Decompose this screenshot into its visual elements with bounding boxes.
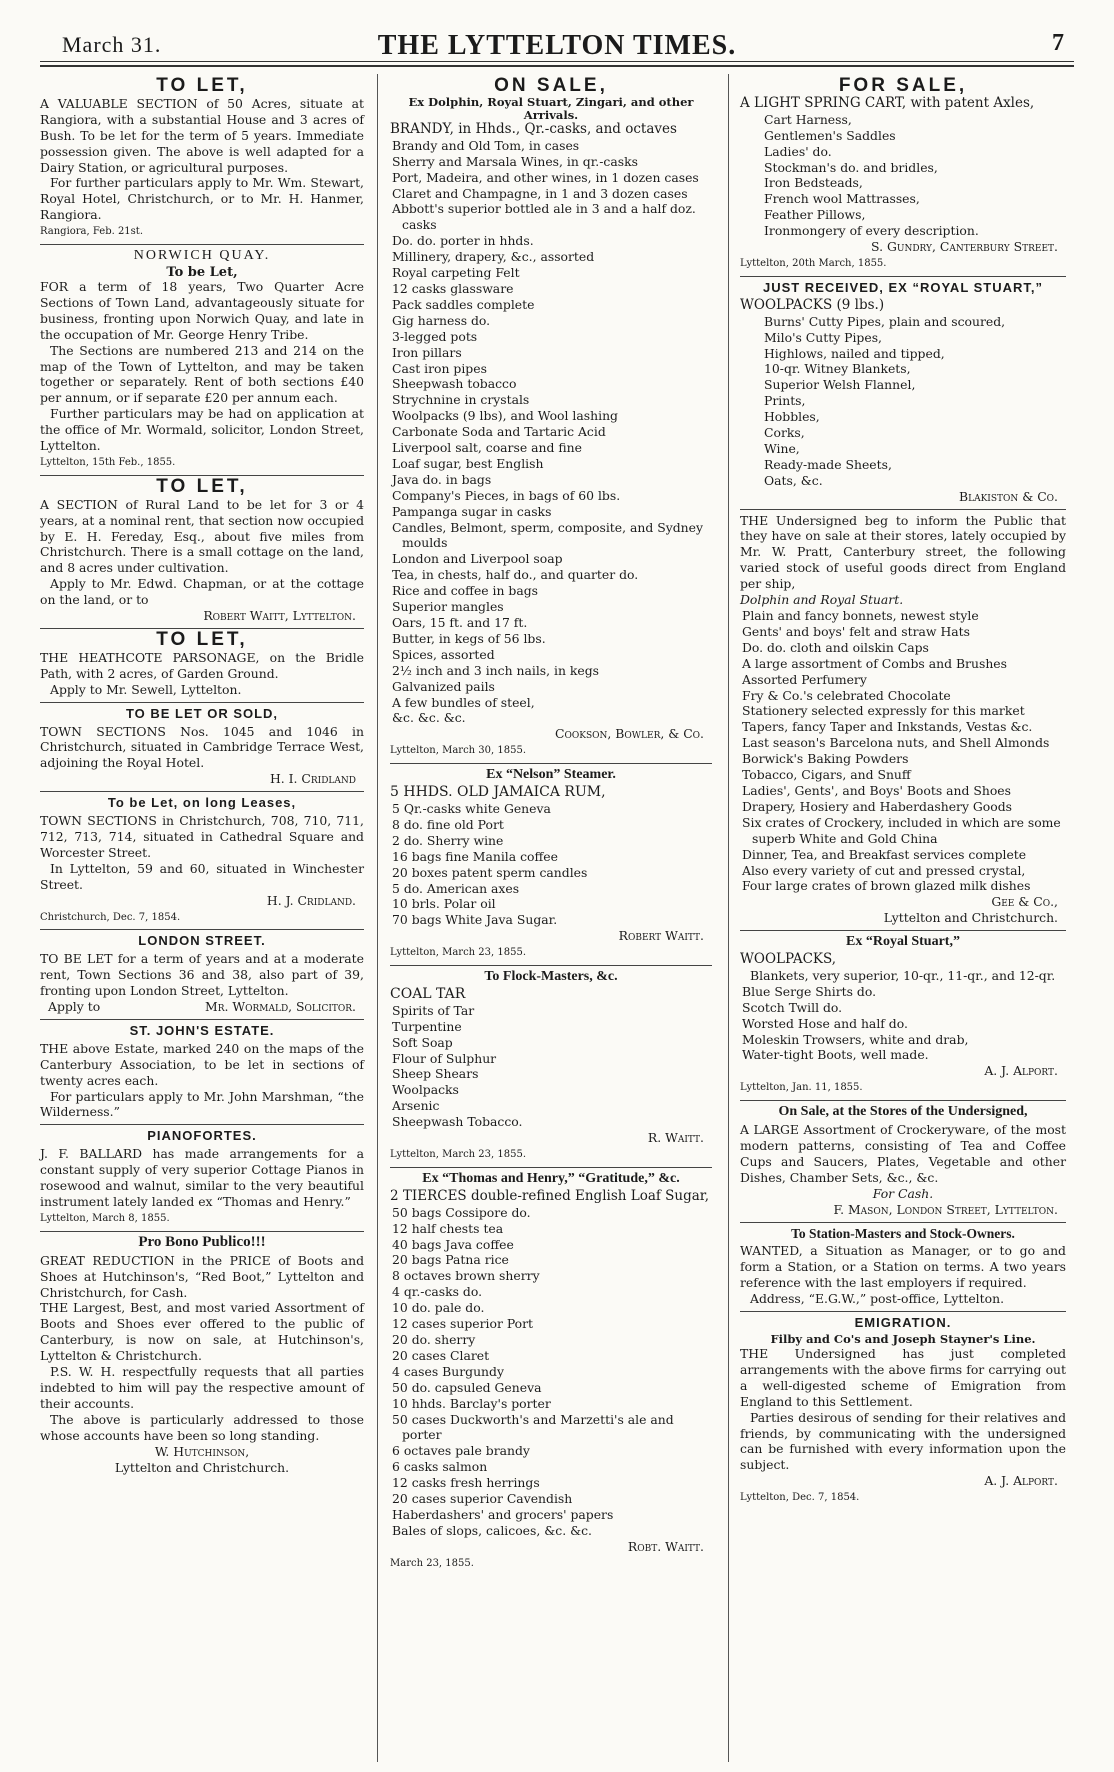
ad-body: Address, “E.G.W.,” post-office, Lyttelton.: [750, 1291, 1005, 1307]
ad-heading: TO BE LET OR SOLD,: [125, 705, 279, 721]
list-item: Arsenic: [392, 1098, 440, 1114]
ad-lead: A LIGHT SPRING CART, with patent Axles,: [740, 94, 1035, 111]
ad-body: FOR a term of 18 years, Two Quarter Acre Sections of Town Land, advantageously situate for business, fronting upon Norwich Quay, and late in the occupation of Mr. George Henry Tribe.: [40, 278, 364, 342]
list-item: Galvanized pails: [392, 678, 495, 694]
list-item: 20 boxes patent sperm candles: [392, 864, 588, 880]
ad-heading: To be Let, on long Leases,: [107, 795, 297, 811]
list-item: Cast iron pipes: [392, 360, 487, 376]
ad-terms: For Cash.: [872, 1185, 934, 1201]
list-item: Stockman's do. and bridles,: [764, 159, 938, 175]
column-3: [740, 76, 1066, 1509]
top-rule-thick: [40, 65, 1074, 67]
list-item: 10 hhds. Barclay's porter: [392, 1395, 551, 1411]
ad-heading: Ex “Thomas and Henry,” “Gratitude,” &c.: [422, 1170, 680, 1186]
ad-lead: BRANDY, in Hhds., Qr.-casks, and octaves: [390, 120, 677, 137]
ad-signature: Mr. Wormald, Solicitor.: [205, 999, 356, 1015]
list-item: Candles, Belmont, sperm, composite, and Sydney moulds: [392, 519, 703, 551]
item-list: [390, 801, 712, 928]
column-divider: [377, 74, 378, 1762]
ad-signature: F. Mason, London Street, Lyttelton.: [833, 1201, 1058, 1217]
ad-town-sections-sale: [40, 706, 364, 788]
ad-signature: H. J. Cridland.: [266, 892, 356, 908]
list-item: 20 bags Patna rice: [392, 1252, 509, 1268]
issue-date: March 31.: [62, 32, 162, 57]
list-item: Woolpacks (9 lbs), and Wool lashing: [392, 408, 618, 424]
list-item: Tapers, fancy Taper and Inkstands, Vestas &c.: [742, 719, 1033, 735]
ad-date: Lyttelton, March 23, 1855.: [390, 947, 527, 959]
ad-body: J. F. BALLARD has made arrangements for a constant supply of very superior Cottage Pianos in rosewood and walnut, similar to the very beautiful instrument lately landed ex “Thomas and Henry.”: [40, 1146, 364, 1209]
list-item: Soft Soap: [392, 1034, 453, 1050]
ad-divider: [40, 702, 364, 703]
ad-divider: [40, 1231, 364, 1232]
page-number: 7: [1052, 30, 1064, 56]
list-item: Millinery, drapery, &c., assorted: [392, 249, 595, 265]
ad-body: GREAT REDUCTION in the PRICE of Boots and Shoes at Hutchinson's, “Red Boot,” Lyttelton and Christchurch, for Cash.: [40, 1252, 364, 1300]
list-item: Blue Serge Shirts do.: [742, 983, 877, 999]
ad-heading: Pro Bono Publico!!!: [138, 1233, 266, 1250]
ad-divider: [40, 791, 364, 792]
ad-body: Parties desirous of sending for their relatives and friends, by communicating with the undersigned can be furnished with every information upon the subject.: [740, 1409, 1066, 1473]
list-item: Six crates of Crockery, included in which are some superb White and Gold China: [742, 814, 1061, 846]
ad-heading: Ex “Royal Stuart,”: [846, 934, 960, 950]
ad-heading: ST. JOHN'S ESTATE.: [129, 1022, 275, 1038]
list-item: 10-qr. Witney Blankets,: [764, 361, 911, 377]
ad-body: TOWN SECTIONS Nos. 1045 and 1046 in Christchurch, situated in Cambridge Terrace West, adjoining the Royal Hotel.: [40, 723, 364, 771]
list-item: Ready-made Sheets,: [764, 456, 892, 472]
ad-lead: WOOLPACKS (9 lbs.): [740, 296, 885, 313]
ad-divider: [390, 763, 712, 764]
list-item: &c. &c. &c.: [392, 710, 466, 726]
ad-date: March 23, 1855.: [390, 1557, 474, 1569]
ad-lead: WOOLPACKS,: [740, 951, 837, 968]
ad-body: In Lyttelton, 59 and 60, situated in Winchester Street.: [40, 860, 364, 892]
list-item: Do. do. cloth and oilskin Caps: [742, 639, 929, 655]
list-item: Highlows, nailed and tipped,: [764, 345, 945, 361]
ad-divider: [390, 1167, 712, 1168]
list-item: Wine,: [764, 440, 800, 456]
list-item: Sheepwash tobacco: [392, 376, 517, 392]
list-item: 12 cases superior Port: [392, 1316, 534, 1332]
list-item: Superior mangles: [392, 599, 504, 615]
ad-heading: EMIGRATION.: [854, 1315, 952, 1331]
item-list: [390, 1205, 712, 1539]
list-item: Ladies', Gents', and Boys' Boots and Shoes: [742, 782, 1011, 798]
ad-body: The Sections are numbered 213 and 214 on the map of the Town of Lyttelton, and may be taken together or separately. Rent of both sections £40 per annum, or if separate £20 per annum each.: [40, 342, 364, 406]
list-item: Pampanga sugar in casks: [392, 503, 552, 519]
list-item: French wool Mattrasses,: [764, 191, 920, 207]
ad-divider: [40, 929, 364, 930]
list-item: 12 half chests tea: [392, 1220, 504, 1236]
ad-heading: TO LET,: [156, 475, 248, 497]
list-item: Royal carpeting Felt: [392, 265, 520, 281]
top-rule: [40, 61, 1074, 62]
list-item: Gig harness do.: [392, 312, 491, 328]
list-item: Abbott's superior bottled ale in 3 and a half doz. casks: [392, 201, 696, 233]
list-item: Hobbles,: [764, 409, 820, 425]
ad-signature: R. Waitt.: [647, 1130, 704, 1146]
list-item: Superior Welsh Flannel,: [764, 377, 916, 393]
list-item: 50 cases Duckworth's and Marzetti's ale and porter: [392, 1411, 674, 1443]
list-item: Carbonate Soda and Tartaric Acid: [392, 424, 606, 440]
list-item: Corks,: [764, 425, 805, 441]
list-item: A few bundles of steel,: [392, 694, 535, 710]
ad-heading: LONDON STREET.: [138, 933, 266, 949]
ad-signature: Cookson, Bowler, & Co.: [555, 726, 704, 742]
ad-to-let-rural: [40, 475, 364, 624]
list-item: Do. do. porter in hhds.: [392, 233, 534, 249]
ad-signature: H. I. Cridland: [269, 771, 356, 787]
column-2: [390, 76, 712, 1575]
list-item: Dinner, Tea, and Breakfast services complete: [742, 846, 1027, 862]
list-item: Oars, 15 ft. and 17 ft.: [392, 615, 528, 630]
ad-divider: [740, 509, 1066, 510]
ad-date: Christchurch, Dec. 7, 1854.: [40, 911, 181, 923]
list-item: 20 do. sherry: [392, 1331, 476, 1347]
list-item: Borwick's Baking Powders: [742, 751, 909, 767]
list-item: Gentlemen's Saddles: [764, 127, 896, 143]
list-item: 5 Qr.-casks white Geneva: [392, 800, 551, 816]
list-item: 2½ inch and 3 inch nails, in kegs: [392, 662, 600, 678]
ad-divider: [740, 1311, 1066, 1312]
list-item: 40 bags Java coffee: [392, 1236, 514, 1252]
ad-london-street: [40, 933, 364, 1015]
ad-heading: TO LET,: [156, 629, 248, 650]
list-item: Spirits of Tar: [392, 1002, 475, 1018]
ad-lead: 2 TIERCES double-refined English Loaf Sugar,: [390, 1187, 710, 1204]
ad-body: Further particulars may be had on application at the office of Mr. Wormald, solicitor, London Street, Lyttelton.: [40, 406, 364, 454]
list-item: Stationery selected expressly for this market: [742, 703, 1025, 719]
list-item: Java do. in bags: [392, 471, 492, 487]
list-item: Worsted Hose and half do.: [742, 1015, 908, 1031]
ad-divider: [40, 1124, 364, 1125]
ad-royal-stuart-alport: [740, 934, 1066, 1096]
list-item: Loaf sugar, best English: [392, 455, 544, 471]
ad-body: THE Undersigned beg to inform the Public that they have on sale at their stores, lately occupied by Mr. W. Pratt, Canterbury street, the following varied stock of useful goods direct from England per ship,: [740, 512, 1066, 592]
ad-thomas-and-henry: [390, 1171, 712, 1572]
ad-body: Apply to Mr. Sewell, Lyttelton.: [50, 681, 242, 697]
ad-body: Apply to Mr. Edwd. Chapman, or at the cottage on the land, or to: [40, 576, 364, 608]
ad-heading: JUST RECEIVED, EX “ROYAL STUART,”: [762, 279, 1044, 295]
ad-divider: [740, 1100, 1066, 1101]
list-item: 5 do. American axes: [392, 880, 520, 896]
list-item: A large assortment of Combs and Brushes: [742, 655, 1007, 671]
ad-signature: Blakiston & Co.: [959, 488, 1058, 504]
ad-divider: [40, 244, 364, 245]
ad-date: Lyttelton, 20th March, 1855.: [740, 257, 887, 269]
list-item: Company's Pieces, in bags of 60 lbs.: [392, 487, 621, 503]
ad-date: Rangiora, Feb. 21st.: [40, 226, 144, 238]
list-item: Also every variety of cut and pressed crystal,: [742, 862, 1026, 878]
ad-body: A SECTION of Rural Land to be let for 3 or 4 years, at a nominal rent, that section now occupied by E. H. Fereday, Esq., about five miles from Christchurch. There is a small cottage on the land, and 8 acres under cultivation.: [40, 496, 364, 576]
list-item: Milo's Cutty Pipes,: [764, 329, 882, 345]
list-item: 6 casks salmon: [392, 1459, 488, 1475]
ad-apply-line: [40, 999, 364, 1015]
ad-body: For further particulars apply to Mr. Wm. Stewart, Royal Hotel, Christchurch, or to Mr. H. Hanmer, Rangiora.: [40, 175, 364, 223]
item-list: [740, 984, 1066, 1064]
ad-flock-masters: [390, 969, 712, 1163]
list-item: Iron Bedsteads,: [764, 175, 863, 191]
ad-royal-stuart-blakiston: [740, 280, 1066, 505]
ad-body: Apply to: [48, 999, 101, 1015]
ad-signature: A. J. Alport.: [984, 1063, 1058, 1079]
newspaper-title: THE LYTTELTON TIMES.: [377, 30, 737, 61]
list-item: 70 bags White Java Sugar.: [392, 912, 558, 928]
ad-signature: Gee & Co.,: [991, 894, 1058, 910]
list-item: Water-tight Boots, well made.: [742, 1047, 929, 1063]
list-item: Assorted Perfumery: [742, 671, 867, 687]
list-item: Haberdashers' and grocers' papers: [392, 1506, 614, 1522]
list-item: 8 do. fine old Port: [392, 816, 504, 832]
ad-heading: FOR SALE,: [838, 75, 968, 96]
ad-heading: ON SALE,: [494, 75, 608, 96]
ad-heading: To Station-Masters and Stock-Owners.: [791, 1225, 1015, 1241]
list-item: Last season's Barcelona nuts, and Shell Almonds: [742, 735, 1050, 751]
list-item: Cart Harness,: [764, 111, 852, 127]
list-item: 8 octaves brown sherry: [392, 1268, 540, 1284]
list-item: Woolpacks: [392, 1082, 459, 1098]
ad-signature: Robert Waitt.: [618, 928, 704, 944]
ad-subheading: To be Let,: [166, 264, 238, 280]
ad-signature: S. Gundry, Canterbury Street.: [871, 239, 1058, 255]
ad-crockery-mason: [740, 1104, 1066, 1217]
ad-body: P.S. W. H. respectfully requests that all parties indebted to him will pay the respective amount of their accounts.: [40, 1364, 364, 1411]
list-item: 20 cases Claret: [392, 1347, 490, 1363]
list-item: London and Liverpool soap: [392, 551, 563, 567]
ad-pianofortes: [40, 1128, 364, 1226]
list-item: Four large crates of brown glazed milk dishes: [742, 878, 1031, 894]
list-item: Prints,: [764, 393, 806, 409]
ad-nelson-steamer: [390, 767, 712, 961]
ad-station-manager: [740, 1226, 1066, 1308]
ad-heading: On Sale, at the Stores of the Undersigned,: [778, 1104, 1028, 1120]
ad-on-sale-cookson: [390, 75, 712, 759]
ad-body: TO BE LET for a term of years and at a moderate rent, Town Sections 36 and 38, also part of 39, fronting upon London Street, Lyttelton.: [40, 951, 364, 999]
list-item: Ironmongery of every description.: [764, 223, 979, 239]
list-item: Butter, in kegs of 56 lbs.: [392, 630, 546, 646]
ad-body: The above is particularly addressed to those whose accounts have been so long standing.: [40, 1411, 364, 1443]
ad-for-sale-gundry: [740, 75, 1066, 272]
list-item: Brandy and Old Tom, in cases: [392, 137, 580, 153]
ad-norwich-quay: [40, 248, 364, 471]
ad-body: WANTED, a Situation as Manager, or to go and form a Station, or a Station on terms. A two years reference with the last employers if required.: [740, 1243, 1066, 1291]
list-item: 16 bags fine Manila coffee: [392, 848, 558, 864]
ad-subheading: Filby and Co's and Joseph Stayner's Line.: [770, 1331, 1036, 1346]
list-item: 50 do. capsuled Geneva: [392, 1379, 542, 1395]
ad-date: Lyttelton, 15th Feb., 1855.: [40, 456, 176, 468]
list-item: 10 do. pale do.: [392, 1300, 485, 1316]
list-item: 2 do. Sherry wine: [392, 832, 504, 848]
list-item: Scotch Twill do.: [742, 999, 843, 1015]
list-item: 4 cases Burgundy: [392, 1363, 504, 1379]
ad-gee-and-co: [740, 513, 1066, 927]
list-item: 4 qr.-casks do.: [392, 1284, 483, 1300]
list-item: Liverpool salt, coarse and fine: [392, 440, 582, 456]
ad-date: Lyttelton, March 8, 1855.: [40, 1212, 170, 1224]
list-item: 3-legged pots: [392, 328, 478, 344]
ad-body: THE Largest, Best, and most varied Assortment of Boots and Shoes ever offered to the public of Canterbury, is now on sale, at Hutchinson's, Lyttelton & Christchurch.: [40, 1300, 364, 1364]
ad-divider: [390, 965, 712, 966]
ad-body: Blankets, very superior, 10-qr., 11-qr., and 12-qr.: [750, 967, 1056, 983]
ad-body: THE Undersigned has just completed arrangements with the above firms for carrying out a well-digested scheme of Emigration from England to this Settlement.: [740, 1345, 1066, 1409]
ad-heathcote-parsonage: [40, 629, 364, 698]
list-item: Flour of Sulphur: [392, 1050, 497, 1066]
list-item: Port, Madeira, and other wines, in 1 dozen cases: [392, 169, 699, 185]
ad-signature: W. Hutchinson,: [154, 1443, 250, 1459]
list-item: Gents' and boys' felt and straw Hats: [742, 623, 970, 639]
ad-signature-place: Lyttelton and Christchurch.: [114, 1459, 290, 1475]
list-item: Pack saddles complete: [392, 296, 535, 312]
ad-long-leases: [40, 795, 364, 925]
item-list: [740, 314, 1066, 489]
list-item: Strychnine in crystals: [392, 392, 530, 408]
item-list: [390, 1003, 712, 1130]
ad-lead: 5 HHDS. OLD JAMAICA RUM,: [390, 784, 606, 801]
ad-divider: [740, 930, 1066, 931]
ad-heading: TO LET,: [156, 75, 248, 96]
column-divider: [728, 74, 729, 1762]
list-item: 12 casks fresh herrings: [392, 1475, 540, 1491]
list-item: Sheepwash Tobacco.: [392, 1114, 523, 1130]
list-item: Turpentine: [392, 1018, 462, 1034]
list-item: 20 cases superior Cavendish: [392, 1491, 573, 1507]
ad-divider: [740, 276, 1066, 277]
list-item: Claret and Champagne, in 1 and 3 dozen cases: [392, 185, 688, 201]
list-item: Ladies' do.: [764, 143, 832, 159]
ad-body: TOWN SECTIONS in Christchurch, 708, 710, 711, 712, 713, 714, situated in Cathedral Square and Worcester Street.: [40, 813, 364, 860]
ad-lead: COAL TAR: [390, 985, 466, 1002]
column-1: [40, 76, 364, 1478]
ad-body: For particulars apply to Mr. John Marshman, “the Wilderness.”: [40, 1088, 364, 1120]
ad-signature: Robt. Waitt.: [627, 1538, 704, 1554]
list-item: Feather Pillows,: [764, 207, 866, 223]
ad-heading: Ex “Nelson” Steamer.: [486, 767, 616, 783]
list-item: Burns' Cutty Pipes, plain and scoured,: [764, 313, 1006, 329]
ad-pro-bono-publico: [40, 1235, 364, 1476]
ad-st-johns-estate: [40, 1023, 364, 1120]
list-item: Rice and coffee in bags: [392, 583, 539, 599]
ad-heading: To Flock-Masters, &c.: [484, 969, 618, 985]
list-item: Moleskin Trowsers, white and drab,: [742, 1031, 969, 1047]
list-item: 6 octaves pale brandy: [392, 1443, 530, 1459]
ad-body: A VALUABLE SECTION of 50 Acres, situate at Rangiora, with a substantial House and 3 acres of Bush. To be let for the term of 5 years. Immediate possession given. The above is well adapted for a Dairy Station, or agricultural purposes.: [40, 95, 364, 175]
list-item: Drapery, Hosiery and Haberdashery Goods: [742, 798, 1013, 814]
ad-heading: NORWICH QUAY.: [133, 248, 271, 264]
list-item: 10 brls. Polar oil: [392, 896, 496, 912]
ad-emigration: [740, 1315, 1066, 1506]
masthead: [40, 18, 1074, 61]
ad-signature: A. J. Alport.: [984, 1473, 1058, 1489]
list-item: Sheep Shears: [392, 1066, 479, 1082]
ad-heading: PIANOFORTES.: [147, 1128, 257, 1144]
ad-divider: [40, 1019, 364, 1020]
list-item: Plain and fancy bonnets, newest style: [742, 608, 979, 623]
ad-ships: Dolphin and Royal Stuart.: [740, 592, 904, 608]
list-item: 12 casks glassware: [392, 280, 514, 296]
ad-body: THE HEATHCOTE PARSONAGE, on the Bridle Path, with 2 acres, of Garden Ground.: [40, 649, 364, 681]
ad-body: THE above Estate, marked 240 on the maps of the Canterbury Association, to be let in sections of twenty acres each.: [40, 1040, 364, 1088]
ad-divider: [740, 1222, 1066, 1223]
item-list: [740, 608, 1066, 894]
ad-date: Lyttelton, March 23, 1855.: [390, 1149, 527, 1160]
list-item: Tea, in chests, half do., and quarter do.: [392, 567, 639, 583]
ad-date: Lyttelton, March 30, 1855.: [390, 745, 527, 757]
ad-date: Lyttelton, Dec. 7, 1854.: [740, 1492, 860, 1504]
list-item: Oats, &c.: [764, 472, 823, 488]
item-list: [390, 138, 712, 727]
list-item: Sherry and Marsala Wines, in qr.-casks: [392, 153, 638, 169]
ad-subheading: Ex Dolphin, Royal Stuart, Zingari, and other Arrivals.: [408, 94, 694, 122]
ad-date: Lyttelton, Jan. 11, 1855.: [740, 1082, 863, 1094]
ad-signature-place: Lyttelton and Christchurch.: [883, 910, 1058, 926]
list-item: Iron pillars: [392, 344, 462, 360]
ad-body: A LARGE Assortment of Crockeryware, of the most modern patterns, consisting of Tea and Coffee Cups and Saucers, Plates, Vegetable and other Dishes, Chamber Sets, &c., &c.: [740, 1122, 1066, 1185]
list-item: Spices, assorted: [392, 646, 495, 662]
list-item: Fry & Co.'s celebrated Chocolate: [742, 687, 951, 703]
ad-signature: Robert Waitt, Lyttelton.: [203, 608, 356, 624]
item-list: [740, 112, 1066, 239]
list-item: Tobacco, Cigars, and Snuff: [742, 767, 911, 783]
ad-to-let-rangiora: [40, 75, 364, 240]
list-item: 50 bags Cossipore do.: [392, 1204, 531, 1220]
list-item: Bales of slops, calicoes, &c. &c.: [392, 1522, 592, 1538]
